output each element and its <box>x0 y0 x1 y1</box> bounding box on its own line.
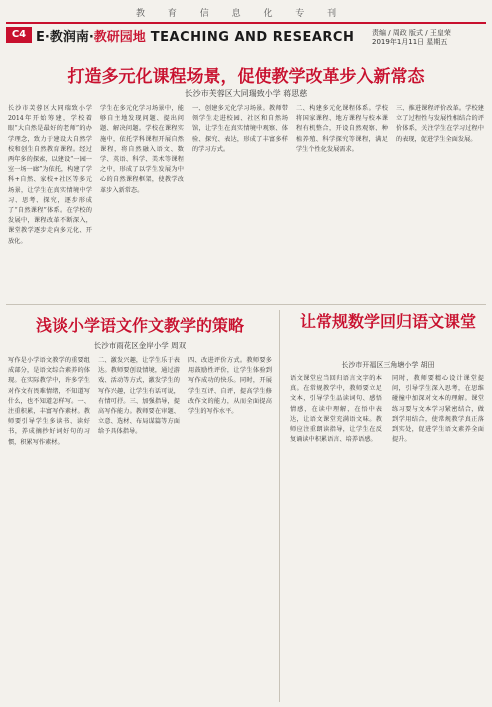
horizontal-rule <box>6 304 486 305</box>
section-name-part1: E·教润南· <box>36 30 94 45</box>
vertical-rule <box>279 310 280 702</box>
article1-col-1: 长沙市芙蓉区大同瑞致小学2014年开始筹建，学校着眼“大自然是最好的老师”的办学理念，致力于建设大自然学校和创生自然教育课程。经过两年多的探索，以建设“一园一室一场一廊”为依托，构建了学科+自然、家校+社区等多元场景，让学生在真实情境中学习、思考、探究，逐步形成了“自然课程”体系。在学校的发展中，课程改革不断深入，课堂教学逐步走向多元化、开放化。 <box>8 105 92 245</box>
article3-headline: 让常规数学回归语文课堂 <box>299 312 476 331</box>
masthead <box>6 22 486 46</box>
article1-headline: 打造多元化课程场景，促使教学改革步入新常态 <box>67 67 425 87</box>
date-line: 2019年1月11日 星期五 <box>372 38 448 46</box>
page-badge: C4 <box>6 27 32 43</box>
article3-byline: 长沙市开福区三角塘小学 胡田 <box>341 361 435 369</box>
spaced-title: 教 育 信 息 化 专 刊 <box>136 9 347 19</box>
article2-headline: 浅谈小学语文作文教学的策略 <box>35 316 244 335</box>
article1-col-5: 三、推进课程评价改革。学校建立了过程性与发展性相结合的评价体系，关注学生在学习过程中的表现，促进学生全面发展。 <box>396 105 484 143</box>
article3-col-2: 同时，教师要精心设计课堂提问，引导学生深入思考，在思维碰撞中加深对文本的理解。课堂练习要与文本学习紧密结合，做到学用结合，使常规教学真正落到实处，促进学生语文素养全面提升。 <box>392 375 484 444</box>
article1-col-4: 二、构建多元化课程体系。学校将国家课程、地方课程与校本课程有机整合，开设自然观察、种植养殖、科学探究等课程，满足学生个性化发展需求。 <box>296 105 388 153</box>
section-name-en: TEACHING AND RESEARCH <box>145 30 355 45</box>
section-title <box>36 26 354 45</box>
article3-col-1: 语文课堂应当回归语言文字的本真。在常规教学中，教师要立足文本，引导学生品读词句、感悟情感，在读中理解，在悟中表达，让语文课堂充满语文味。教师应注重朗读指导，让学生在反复诵读中积累语言、培养语感。 <box>290 375 382 444</box>
article2-col-2: 二、激发兴趣，让学生乐于表达。教师要创设情境，通过游戏、活动等方式，激发学生的写作兴趣，让学生有话可说，有情可抒。三、加强指导，提高写作能力。教师要在审题、立意、选材、布局谋篇等方面给予具体指导。 <box>98 357 180 436</box>
article1-byline: 长沙市芙蓉区大同瑞致小学 蒋思慈 <box>184 89 308 98</box>
top-banner <box>6 4 486 24</box>
section-name-part2: 教研园地 <box>93 30 146 45</box>
article1-col-3: 一、创建多元化学习场景。教师带领学生走进校园、社区和自然场馆，让学生在真实情境中观察、体验、探究、表达，形成了丰富多样的学习方式。 <box>192 105 288 153</box>
article2-byline: 长沙市雨花区金岸小学 周双 <box>93 341 187 350</box>
article1-col-2: 学生在多元化学习场景中，能够自主地发现问题、提出问题、解决问题。学校在课程实施中，依托学科课程开展自然课程，将自然融入语文、数学、英语、科学、美术等课程之中，形成了以学生发展为中心的自然课程框架，使教学改革步入新常态。 <box>100 105 184 194</box>
editor-line: 责编 / 周政 版式 / 王皇荣 <box>372 29 451 37</box>
article2-col-3: 四、改进评价方式。教师要多用鼓励性评价，让学生体验到写作成功的快乐。同时，开展学生互评、自评，提高学生修改作文的能力，从而全面提高学生的写作水平。 <box>188 357 272 416</box>
article2-col-1: 写作是小学语文教学的重要组成部分，是语文综合素养的体现。在实际教学中，许多学生对作文有畏难情绪，不知道写什么，也不知道怎样写。一、注重积累，丰富写作素材。教师要引导学生多读书、读好书，养成摘抄好词好句的习惯，积累写作素材。 <box>8 357 90 446</box>
